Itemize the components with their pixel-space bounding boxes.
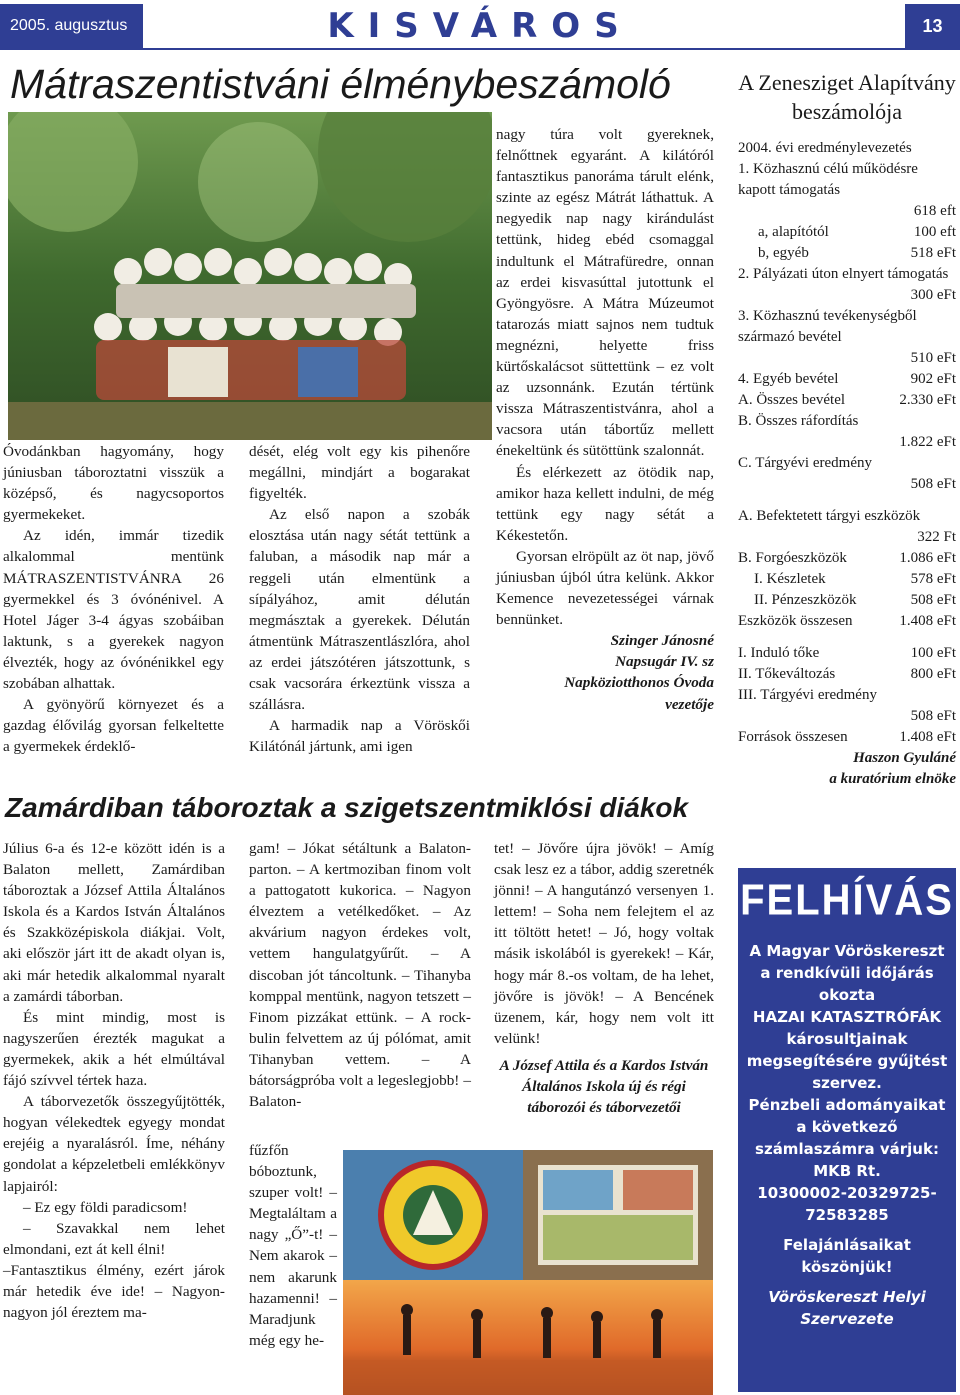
- paragraph: És mint mindig, most is nagyszerűen érezték magukat a gyermekek, akik a hét elmúltával fájó szívvel tértek haza.: [3, 1008, 225, 1090]
- report-value: 1.086 eFt: [899, 550, 956, 566]
- report-item: 2. Pályázati úton elnyert támogatás: [738, 266, 949, 282]
- foundation-report-sidebar: [738, 60, 956, 790]
- appeal-signature: Vöröskereszt Helyi Szervezete: [768, 1288, 926, 1328]
- paragraph: fűzfőn bóboztunk, szuper volt! – Megtaláltam a nagy „Ő”-t! – Nem akarok – nem akarunk hazamenni! – Maradjunk még egy he-: [249, 1142, 337, 1349]
- report-item: 1. Közhasznú célú működésre kapott támogatás: [738, 161, 918, 198]
- report-label: II. Pénzeszközök: [754, 592, 857, 608]
- article-column-3: [496, 124, 714, 715]
- signature-role: a kuratórium elnöke: [829, 771, 956, 787]
- report-label: III. Tárgyévi eredmény: [738, 687, 877, 703]
- report-label: B. Forgóeszközök: [738, 550, 847, 566]
- report-value: 902 eFt: [910, 371, 956, 387]
- report-value: 578 eFt: [910, 571, 956, 587]
- signature-line: vezetője: [665, 695, 714, 713]
- paragraph: tet! – Jövőre újra jövök! – Amíg csak lesz ez a tábor, addig szeretnék jönni! – A hangutánzó versenyen 1. lettem! – Soha nem felejtem el az itt töltött hetet! – Jó, hogy voltak másik iskolából is gyerekek! – Kár, hogy már 8.-os voltam, de ha lehet, jövőre is jövök! – A Bencének üzenem, kár, hogy nem volt itt velünk!: [494, 840, 714, 1047]
- report-value: 1.408 eFt: [899, 613, 956, 629]
- appeal-text: A Magyar Vöröskereszt a rendkívüli időjárás okozta: [749, 942, 945, 1004]
- paragraph: Gyorsan elröpült az öt nap, jövő júniusban újból útra kelünk. Akkor Kemence nevezetességei várnak bennünket.: [496, 547, 714, 629]
- paragraph: Az idén, immár tizedik alkalommal mentünk MÁTRASZENTISTVÁNRA 26 gyermekkel és 3 óvónénivel. A Hotel Jáger 3-4 ágyas szobáiban laktunk, s a gyerekek nagyon élvezték, hogy az óvónénikkel egy szobában alhattak.: [3, 527, 224, 693]
- report-row: [738, 590, 956, 611]
- signature-line: Napköziotthonos Óvoda: [564, 674, 714, 692]
- paragraph: És elérkezett az ötödik nap, amikor haza kellett indulni, de még tettünk egy nagy sétát a Kékestetőn.: [496, 463, 714, 544]
- report-row: [738, 548, 956, 569]
- paragraph: gam! – Jókat sétáltunk a Balaton-parton. – A kertmoziban finom volt a pattogatott kukorica. – Nagyon élveztem a vetélkedőket. – Az akvárium nagyon érdekes volt, vettem hangulatgyűrűt. – A discoban jót táncoltunk. – Tihanyba komppal mentünk, nagyon tetszett – Finom pizzákat ettünk. – A rock-bulin felvettem az új pólómat, amit Tihanyban vettem. – A bátorságpróba volt a legeslegjobb! – Balaton-: [249, 840, 471, 1111]
- report-value: 510 eFt: [910, 350, 956, 366]
- report-value: 1.822 eFt: [899, 434, 956, 450]
- header-rule: [0, 48, 960, 50]
- report-value: 618 eft: [913, 203, 956, 219]
- report-label: Eszközök összesen: [738, 613, 853, 629]
- article-column-1: [3, 838, 225, 1323]
- report-row: [738, 611, 956, 632]
- article-column-2: [249, 441, 470, 757]
- report-value: 800 eFt: [910, 666, 956, 682]
- appeal-text: Pénzbeli adományaikat a következő számlaszámra várjuk:: [748, 1096, 946, 1158]
- paragraph: – Ez egy földi paradicsom!: [23, 1198, 188, 1216]
- paragraph: Július 6-a és 12-e között idén is a Balaton mellett, Zamárdiban táboroztak a József Attila Általános Iskola és a Kardos István Általános és Szakközépiskola diákjai. Volt, aki először járt itt de akadt olyan is, aki már hetedik alkalommal nyaralt a zamárdi táborban.: [3, 840, 225, 1005]
- report-label: a, alapítótól: [758, 224, 829, 240]
- report-label: b, egyéb: [758, 245, 809, 261]
- report-value: 508 eFt: [910, 708, 956, 724]
- report-subtitle: 2004. évi eredménylevezetés: [738, 140, 912, 156]
- report-row: [738, 664, 956, 685]
- paragraph: –Fantasztikus élmény, ezért járok már hetedik éve ide! – Nagyon-nagyon jól éreztem ma-: [3, 1261, 225, 1322]
- signature-line: Szinger Jánosné: [610, 632, 714, 650]
- report-item: 3. Közhasznú tevékenységből származó bevétel: [738, 308, 917, 345]
- article-title: Zamárdiban táboroztak a szigetszentmiklósi diákok: [5, 792, 689, 823]
- sidebar-title: A Zenesziget Alapítvány beszámolója: [738, 70, 956, 124]
- article-column-1: [3, 441, 224, 757]
- paragraph: A táborvezetők összegyűjtötték, hogyan vélekedtek egyegy mondat erejéig a nyaralásról. Íme, néhány gondolat a képzeletbeli emlékkönyv lapjairól:: [3, 1093, 225, 1195]
- report-label: 4. Egyéb bevétel: [738, 371, 839, 387]
- page-number: 13: [905, 4, 960, 48]
- article-column-3: [494, 838, 714, 1118]
- issue-date: 2005. augusztus: [0, 4, 143, 48]
- kindergarten-group-photo: [8, 112, 492, 440]
- report-label: A. Befektetett tárgyi eszközök: [738, 508, 921, 524]
- report-value: 1.408 eFt: [899, 729, 956, 745]
- report-row: [738, 369, 956, 390]
- report-row: [738, 643, 956, 664]
- paragraph: Óvodánkban hagyomány, hogy júniusban táboroztatni visszük a középső, és nagycsoportos gyermekeket.: [3, 443, 224, 524]
- camp-photo-collage: [343, 1150, 713, 1395]
- report-row: [738, 727, 956, 748]
- signature-line: Napsugár IV. sz: [615, 653, 714, 671]
- account-number: 10300002-20329725-72583285: [757, 1184, 937, 1224]
- newspaper-name: KISVÁROS: [327, 6, 633, 46]
- report-label: I. Induló tőke: [738, 645, 820, 661]
- appeal-text: HAZAI KATASZTRÓFÁK károsultjainak megsegítésére gyűjtést szervez.: [746, 1008, 948, 1092]
- report-label: I. Készletek: [754, 571, 826, 587]
- bank-name: MKB Rt.: [813, 1162, 881, 1180]
- report-label: Források összesen: [738, 729, 848, 745]
- report-value: 300 eFt: [910, 287, 956, 303]
- report-value: 508 eFt: [910, 476, 956, 492]
- report-value: 508 eFt: [910, 592, 956, 608]
- report-label: B. Összes ráfordítás: [738, 413, 859, 429]
- report-value: 518 eFt: [910, 245, 956, 261]
- report-label: II. Tőkeváltozás: [738, 666, 836, 682]
- paragraph: nagy túra volt gyereknek, felnőttnek egyaránt. A kilátóról fantasztikus panoráma tárult elénk, szinte az egész Mátrát láthattuk. A negyedik nap nagy kirándulást tettünk, hideg ebéd csomaggal indultunk el Mátrafüredre, onnan az erdei kisvasúttal jutottunk el Gyöngyösre. A Mátra Múzeumot tatarozás miatt sajnos nem tudtuk megnézni, helyette friss kürtőskalácsot süttettünk – ez volt az uzsonnánk. Ezután tértünk vissza Mátraszentistvánra, ahol a vacsora után tábortűz mellett énekeltünk és sütöttünk szalonnát.: [496, 126, 714, 460]
- paragraph: dését, elég volt egy kis pihenőre megállni, mindjárt a bogarakat figyelték.: [249, 443, 470, 503]
- paragraph: A gyönyörű környezet és a gazdag élővilág gyorsan felkeltette a gyermekek érdeklő-: [3, 696, 224, 756]
- report-label: A. Összes bevétel: [738, 392, 846, 408]
- article-column-2: [249, 838, 471, 1112]
- signature-name: Haszon Gyuláné: [853, 750, 956, 766]
- report-value: 2.330 eFt: [899, 392, 956, 408]
- report-row: [738, 243, 956, 264]
- report-label: C. Tárgyévi eredmény: [738, 455, 872, 471]
- report-row: [738, 222, 956, 243]
- red-cross-appeal-box: [738, 868, 956, 1392]
- report-value: 322 Ft: [917, 529, 956, 545]
- appeal-title: FELHÍVÁS: [740, 875, 954, 925]
- report-value: 100 eft: [913, 224, 956, 240]
- appeal-thanks: Felajánlásaikat köszönjük!: [783, 1236, 911, 1276]
- report-value: 100 eFt: [910, 645, 956, 661]
- article-title: Mátraszentistváni élménybeszámoló: [10, 61, 671, 107]
- paragraph: A harmadik nap a Vöröskői Kilátónál jártunk, ami igen: [249, 717, 470, 756]
- paragraph: – Szavakkal nem lehet elmondani, ezt át kell élni!: [3, 1219, 225, 1258]
- report-row: [738, 390, 956, 411]
- paragraph: Az első napon a szobák elosztása után nagy sétát tettünk a faluban, a második nap már a reggeli után elmentünk a sípályához, amit délután megmásztak a gyerekek. Délután átmentünk Mátraszentlászlóra, ahol az erdei játszótéren játszottunk, s csak vacsorára érkeztünk vissza a szállásra.: [249, 506, 470, 714]
- article-column-2-narrow: [249, 1140, 337, 1351]
- signature: A József Attila és a Kardos István Általános Iskola új és régi táborozói és táborvezetői: [499, 1056, 709, 1117]
- report-row: [738, 569, 956, 590]
